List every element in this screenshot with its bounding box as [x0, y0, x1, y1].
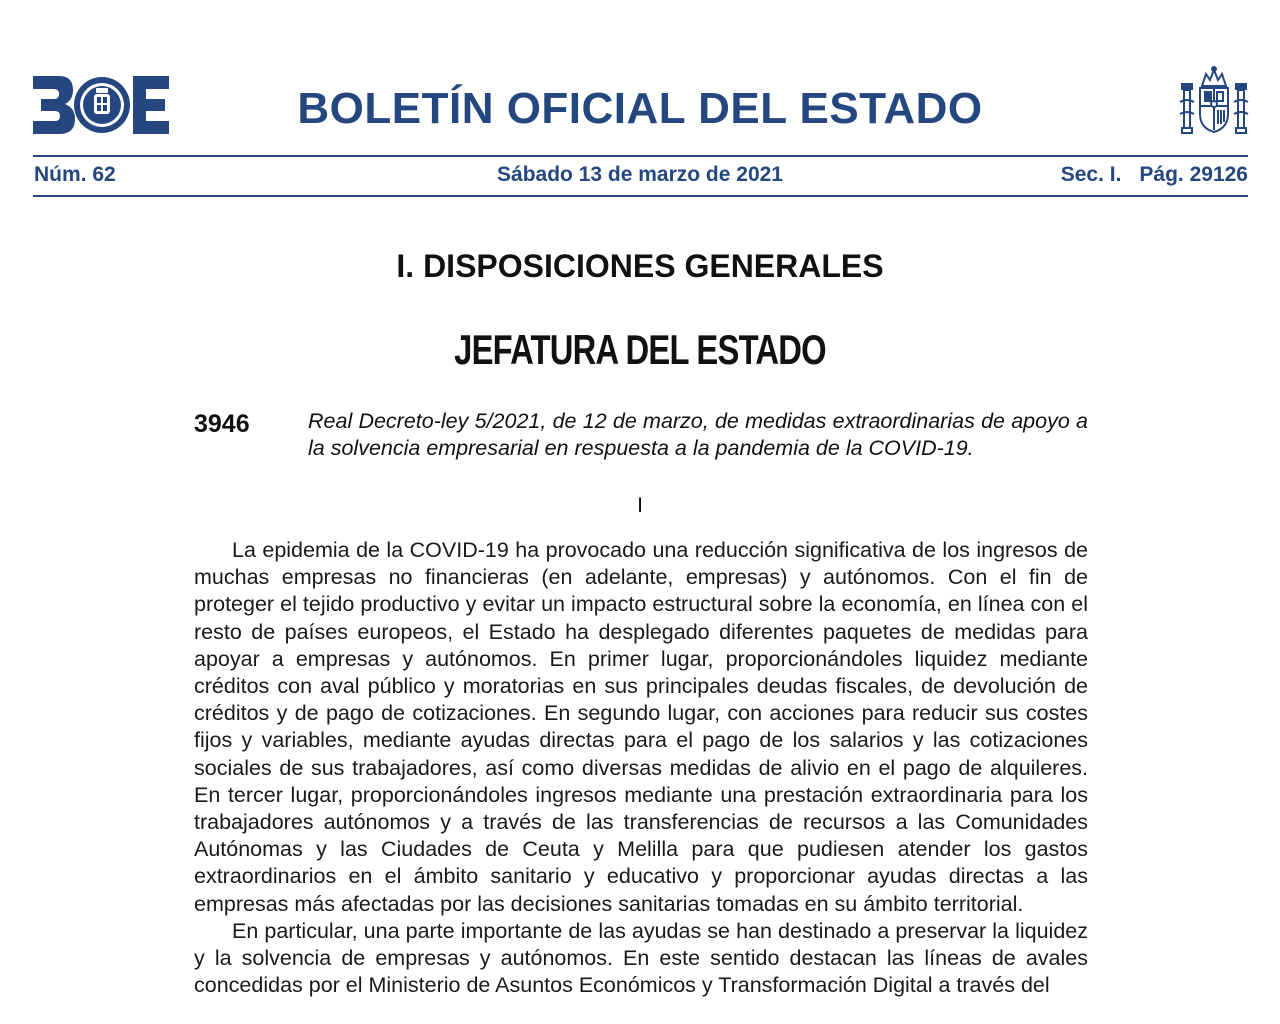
header-rule-top — [33, 155, 1248, 157]
page-number: Pág. 29126 — [1139, 163, 1248, 186]
department-heading: JEFATURA DEL ESTADO — [454, 326, 826, 373]
entry-title: Real Decreto-ley 5/2021, de 12 de marzo, de medidas extraordinarias de apoyo a la solvencia empresarial en respuesta a la pandemia de la COVID-19. — [308, 409, 1088, 460]
body-text — [194, 537, 1088, 999]
section-heading: I. DISPOSICIONES GENERALES — [396, 248, 884, 284]
section-label: Sec. I. — [1060, 163, 1122, 186]
boe-logo-icon — [33, 76, 169, 134]
body-paragraph: En particular, una parte importante de las ayudas se han destinado a preservar la liquidez y la solvencia de empresas y autónomos. En este sentido destacan las líneas de avales concedidas por el Ministerio de Asuntos Económicos y Transformación Digital a través del — [194, 918, 1088, 998]
chapter-numeral: I — [637, 494, 643, 517]
entry-number: 3946 — [194, 410, 250, 438]
header-rule-bottom — [33, 195, 1248, 197]
issue-date: Sábado 13 de marzo de 2021 — [497, 163, 783, 186]
coat-of-arms-icon — [1178, 66, 1250, 140]
body-paragraph: La epidemia de la COVID-19 ha provocado una reducción significativa de los ingresos de muchas empresas no financieras (en adelante, empresas) y autónomos. Con el fin de proteger el tejido productivo y evitar un impacto estructural sobre la economía, en línea con el resto de países europeos, el Estado ha desplegado diferentes paquetes de medidas para apoyar a empresas y autónomos. En primer lugar, proporcionándoles liquidez mediante créditos con aval público y moratorias en sus principales deudas fiscales, de devolución de créditos y de pago de cotizaciones. En segundo lugar, con acciones para reducir sus costes fijos y variables, mediante ayudas directas para el pago de los salarios y las cotizaciones sociales de sus trabajadores, así como diversas medidas de alivio en el pago de alquileres. En tercer lugar, proporcionándoles ingresos mediante una prestación extraordinaria para los trabajadores autónomos y a través de las transferencias de recursos a las Comunidades Autónomas y las Ciudades de Ceuta y Melilla para que pudiesen atender los gastos extraordinarios en el ámbito sanitario y educativo y proporcionar ayudas directas a las empresas más afectadas por las decisiones sanitarias tomadas en su ámbito territorial. — [194, 538, 1088, 916]
section-page-info — [1061, 163, 1248, 187]
issue-number: Núm. 62 — [34, 163, 116, 186]
masthead-title: BOLETÍN OFICIAL DEL ESTADO — [297, 84, 983, 133]
